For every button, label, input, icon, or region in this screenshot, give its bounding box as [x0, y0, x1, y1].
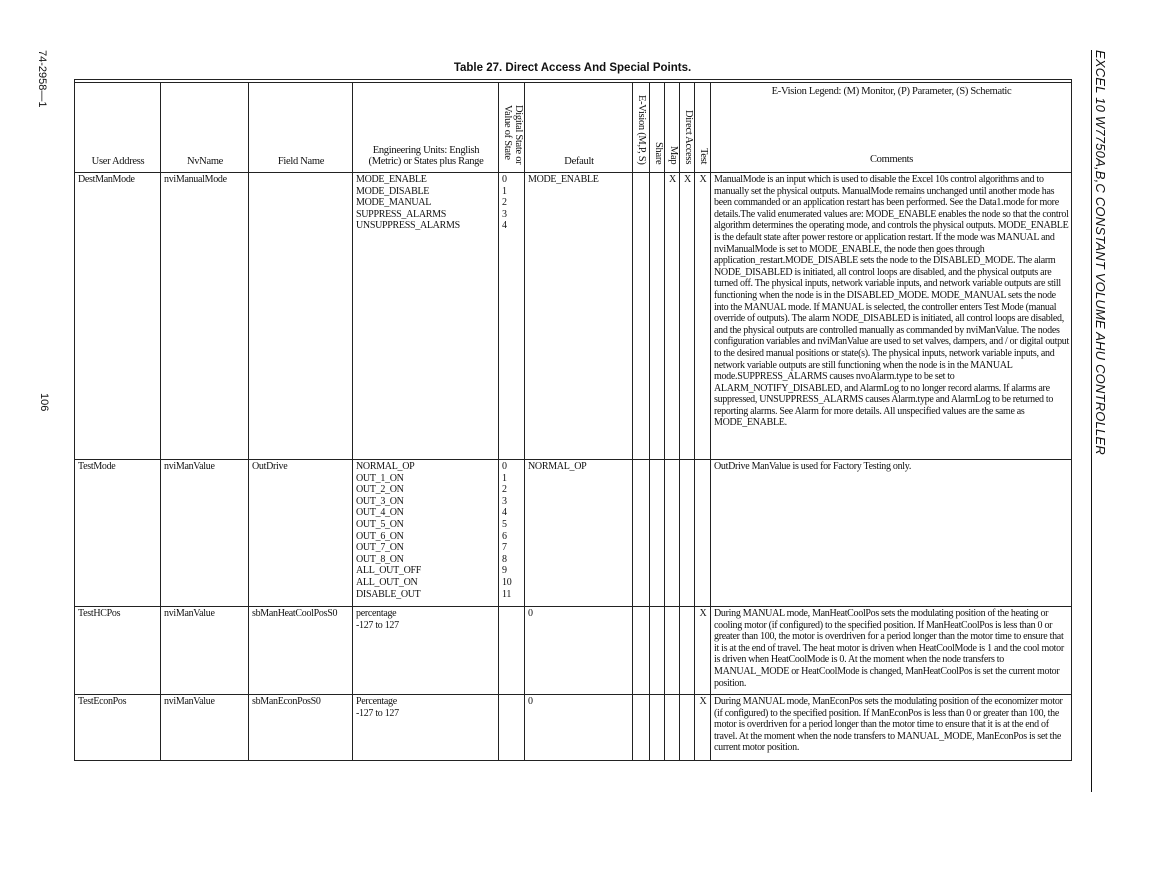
cell-user-address: DestManMode: [75, 173, 161, 460]
cell-units: MODE_ENABLE MODE_DISABLE MODE_MANUAL SUPPRESS_ALARMS UNSUPPRESS_ALARMS: [353, 173, 499, 460]
cell-units: NORMAL_OP OUT_1_ON OUT_2_ON OUT_3_ON OUT_4_ON OUT_5_ON OUT_6_ON OUT_7_ON OUT_8_ON ALL_OUT_OFF ALL_OUT_ON DISABLE_OUT: [353, 460, 499, 607]
cell-default: MODE_ENABLE: [525, 173, 633, 460]
cell-comments: During MANUAL mode, ManEconPos sets the modulating position of the economizer motor (if configured) to the specified position. If ManEconPos is less than 0 or greater than 100, the motor is overdriven for a period longer than the motor time to ensure that it is at the end of travel. At the moment when the node transfers to MANUAL_MODE, ManEconPos is set the current motor position.: [711, 695, 1072, 761]
cell-direct-access: [680, 607, 695, 695]
cell-test: X: [695, 607, 711, 695]
cell-test: [695, 460, 711, 607]
cell-field-name: OutDrive: [249, 460, 353, 607]
cell-evision: [633, 607, 650, 695]
cell-field-name: [249, 173, 353, 460]
header-share-label: Share: [653, 141, 664, 165]
cell-map: [665, 695, 680, 761]
direct-access-table: [74, 79, 1072, 761]
cell-units: percentage -127 to 127: [353, 607, 499, 695]
cell-evision: [633, 460, 650, 607]
table-row: [75, 173, 1072, 460]
header-direct-access: [680, 83, 695, 173]
cell-default: 0: [525, 607, 633, 695]
header-default: Default: [525, 83, 633, 173]
cell-direct-access: [680, 460, 695, 607]
document-code: 74-2958—1: [36, 50, 48, 108]
header-user-address: User Address: [75, 83, 161, 173]
header-map-label: Map: [668, 146, 679, 165]
header-digital-state-label: Digital State or Value of State: [502, 105, 524, 165]
running-title: EXCEL 10 W7750A,B,C CONSTANT VOLUME AHU CONTROLLER: [1093, 50, 1108, 455]
cell-share: [650, 607, 665, 695]
cell-user-address: TestHCPos: [75, 607, 161, 695]
cell-share: [650, 695, 665, 761]
cell-map: X: [665, 173, 680, 460]
evision-legend: E-Vision Legend: (M) Monitor, (P) Parameter, (S) Schematic: [771, 86, 1012, 97]
header-field-name: Field Name: [249, 83, 353, 173]
header-share: [650, 83, 665, 173]
cell-comments: ManualMode is an input which is used to disable the Excel 10s control algorithms and to manually set the physical outputs. ManualMode remains unchanged until another mode has been commanded or an application restart has been performed. See the Data1.mode for more details.The valid enumerated values are: MODE_ENABLE enables the node so that the control algorithm determines the operating mode, and controls the physical outputs. MODE_ENABLE is the default state after power restore or application restart. If the mode was MANUAL and nviManualMode is set to MODE_ENABLE, the node then goes through application_restart.MODE_DISABLE sets the node to the DISABLED_MODE. The alarm NODE_DISABLED is initiated, all control loops are disabled, and the physical outputs are turned off. The physical inputs, network variable inputs, and network variable outputs are still functioning when the node is in the DISABLED_MODE. MODE_MANUAL sets the node into the MANUAL mode. If MANUAL is selected, the controller enters Test Mode (manual override of outputs). The alarm NODE_DISABLED is initiated, all control loops are disabled, and the physical outputs are controlled manually as commanded by nviManValue. The nodes configuration variables and nviManValue are used to set valves, dampers, and / or digital output to the desired manual positions or state(s). The physical inputs, network variable inputs, and network variable outputs are still functioning when the node is in the MANUAL mode.SUPPRESS_ALARMS causes nvoAlarm.type to be set to ALARM_NOTIFY_DISABLED, and AlarmLog to no longer record alarms. If alarms are suppressed, UNSUPPRESS_ALARMS causes Alarm.type and AlarmLog to be returned to reporting alarms. See Alarm for more details. All unspecified values are the same as MODE_ENABLE.: [711, 173, 1072, 460]
cell-share: [650, 173, 665, 460]
cell-evision: [633, 173, 650, 460]
cell-nv-name: nviManualMode: [161, 173, 249, 460]
cell-state: [499, 695, 525, 761]
header-test-label: Test: [698, 148, 709, 165]
table-row: [75, 607, 1072, 695]
header-evision: [633, 83, 650, 173]
header-digital-state: [499, 83, 525, 173]
header-direct-access-label: Direct Access: [683, 110, 694, 165]
cell-nv-name: nviManValue: [161, 695, 249, 761]
header-row: [75, 83, 1072, 173]
cell-comments: OutDrive ManValue is used for Factory Testing only.: [711, 460, 1072, 607]
cell-share: [650, 460, 665, 607]
table-row: [75, 695, 1072, 761]
cell-comments: During MANUAL mode, ManHeatCoolPos sets the modulating position of the heating or cooling motor (if configured) to the specified position. If ManHeatCoolPos is less than 0 or greater than 100, the motor is overdriven for a period longer than the motor time to ensure that it is at the end of travel. The heat motor is driven when HeatCoolMode is 1 and the cool motor is driven when HeatCoolMode is 0. At the moment when the node transfers to MANUAL_MODE or HeatCoolMode is changed, ManHeatCoolPos is set the current motor position.: [711, 607, 1072, 695]
header-test: [695, 83, 711, 173]
cell-user-address: TestMode: [75, 460, 161, 607]
header-comments-label: Comments: [869, 153, 914, 165]
cell-evision: [633, 695, 650, 761]
cell-units: Percentage -127 to 127: [353, 695, 499, 761]
page-number: 106: [38, 393, 50, 412]
cell-test: X: [695, 695, 711, 761]
cell-map: [665, 607, 680, 695]
cell-default: NORMAL_OP: [525, 460, 633, 607]
cell-default: 0: [525, 695, 633, 761]
cell-nv-name: nviManValue: [161, 607, 249, 695]
cell-state: 0 1 2 3 4 5 6 7 8 9 10 11: [499, 460, 525, 607]
cell-field-name: sbManEconPosS0: [249, 695, 353, 761]
cell-state: [499, 607, 525, 695]
cell-state: 0 1 2 3 4: [499, 173, 525, 460]
header-engineering-units: Engineering Units: English (Metric) or States plus Range: [353, 83, 499, 173]
header-evision-label: E-Vision (M,P, S): [636, 94, 647, 165]
header-nv-name: NvName: [161, 83, 249, 173]
header-map: [665, 83, 680, 173]
cell-test: X: [695, 173, 711, 460]
cell-map: [665, 460, 680, 607]
table-row: [75, 460, 1072, 607]
margin-rule: [1091, 50, 1092, 792]
cell-direct-access: [680, 695, 695, 761]
cell-direct-access: X: [680, 173, 695, 460]
cell-user-address: TestEconPos: [75, 695, 161, 761]
header-comments: [711, 83, 1072, 173]
cell-nv-name: nviManValue: [161, 460, 249, 607]
table-title: Table 27. Direct Access And Special Points.: [453, 62, 692, 74]
cell-field-name: sbManHeatCoolPosS0: [249, 607, 353, 695]
